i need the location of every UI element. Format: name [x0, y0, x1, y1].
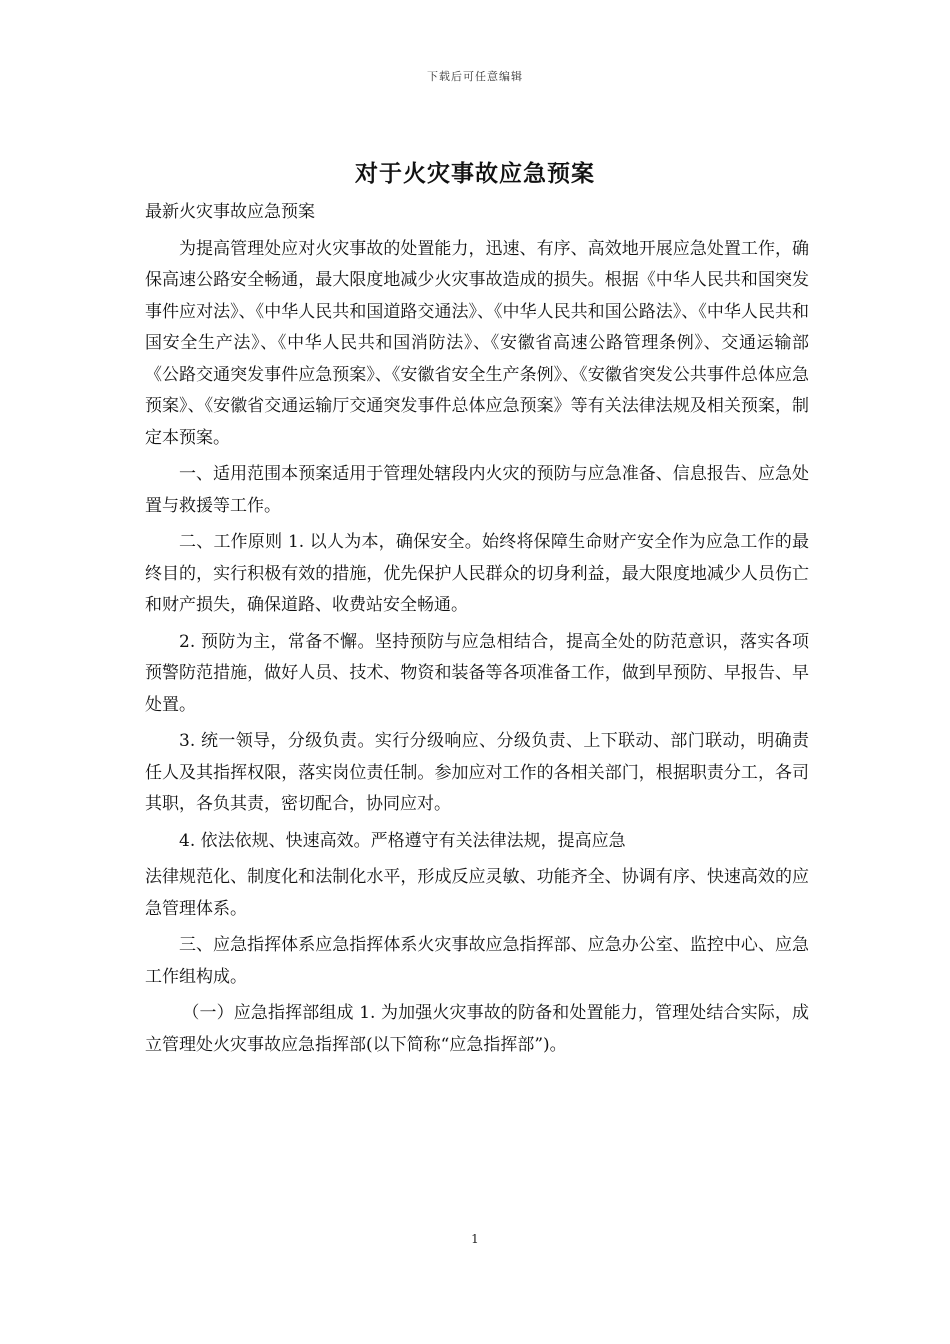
- command-system-paragraph: 三、应急指挥体系应急指挥体系火灾事故应急指挥部、应急办公室、监控中心、应急工作组构成。: [145, 935, 809, 987]
- document-title: 对于火灾事故应急预案: [355, 160, 595, 187]
- document-body: [145, 197, 809, 1066]
- page-number: 1: [471, 1232, 479, 1246]
- scope-paragraph: 一、适用范围本预案适用于管理处辖段内火灾的预防与应急准备、信息报告、应急处置与救援等工作。: [145, 464, 809, 516]
- command-composition-paragraph: （一）应急指挥部组成 1. 为加强火灾事故的防备和处置能力，管理处结合实际，成立管理处火灾事故应急指挥部(以下简称“应急指挥部”)。: [145, 1003, 809, 1055]
- principle-4-paragraph: 4. 依法依规、快速高效。严格遵守有关法律法规，提高应急: [179, 830, 626, 851]
- principle-4-continuation: 法律规范化、制度化和法制化水平，形成反应灵敏、功能齐全、协调有序、快速高效的应急管理体系。: [145, 867, 809, 919]
- subtitle-paragraph: 最新火灾事故应急预案: [145, 202, 315, 222]
- principle-3-paragraph: 3. 统一领导，分级负责。实行分级响应、分级负责、上下联动、部门联动，明确责任人及其指挥权限，落实岗位责任制。参加应对工作的各相关部门，根据职责分工，各司其职，各负其责，密切配合，协同应对。: [145, 731, 809, 814]
- principle-2-paragraph: 2. 预防为主，常备不懈。坚持预防与应急相结合，提高全处的防范意识，落实各项预警防范措施，做好人员、技术、物资和装备等各项准备工作，做到早预防、早报告、早处置。: [145, 631, 809, 715]
- principle-1-paragraph: 二、工作原则 1. 以人为本，确保安全。始终将保障生命财产安全作为应急工作的最终目的，实行积极有效的措施，优先保护人民群众的切身利益，最大限度地减少人员伤亡和财产损失，确保道路、收费站安全畅通。: [145, 532, 809, 615]
- header-note: 下载后可任意编辑: [427, 70, 523, 83]
- intro-paragraph: 为提高管理处应对火灾事故的处置能力，迅速、有序、高效地开展应急处置工作，确保高速公路安全畅通，最大限度地减少火灾事故造成的损失。根据《中华人民共和国突发事件应对法》、《中华人民共和国道路交通法》、《中华人民共和国公路法》、《中华人民共和国安全生产法》、《中华人民共和国消防法》、《安徽省高速公路管理条例》、交通运输部《公路交通突发事件应急预案》、《安徽省安全生产条例》、《安徽省突发公共事件总体应急预案》、《安徽省交通运输厅交通突发事件总体应急预案》等有关法律法规及相关预案，制定本预案。: [145, 238, 809, 448]
